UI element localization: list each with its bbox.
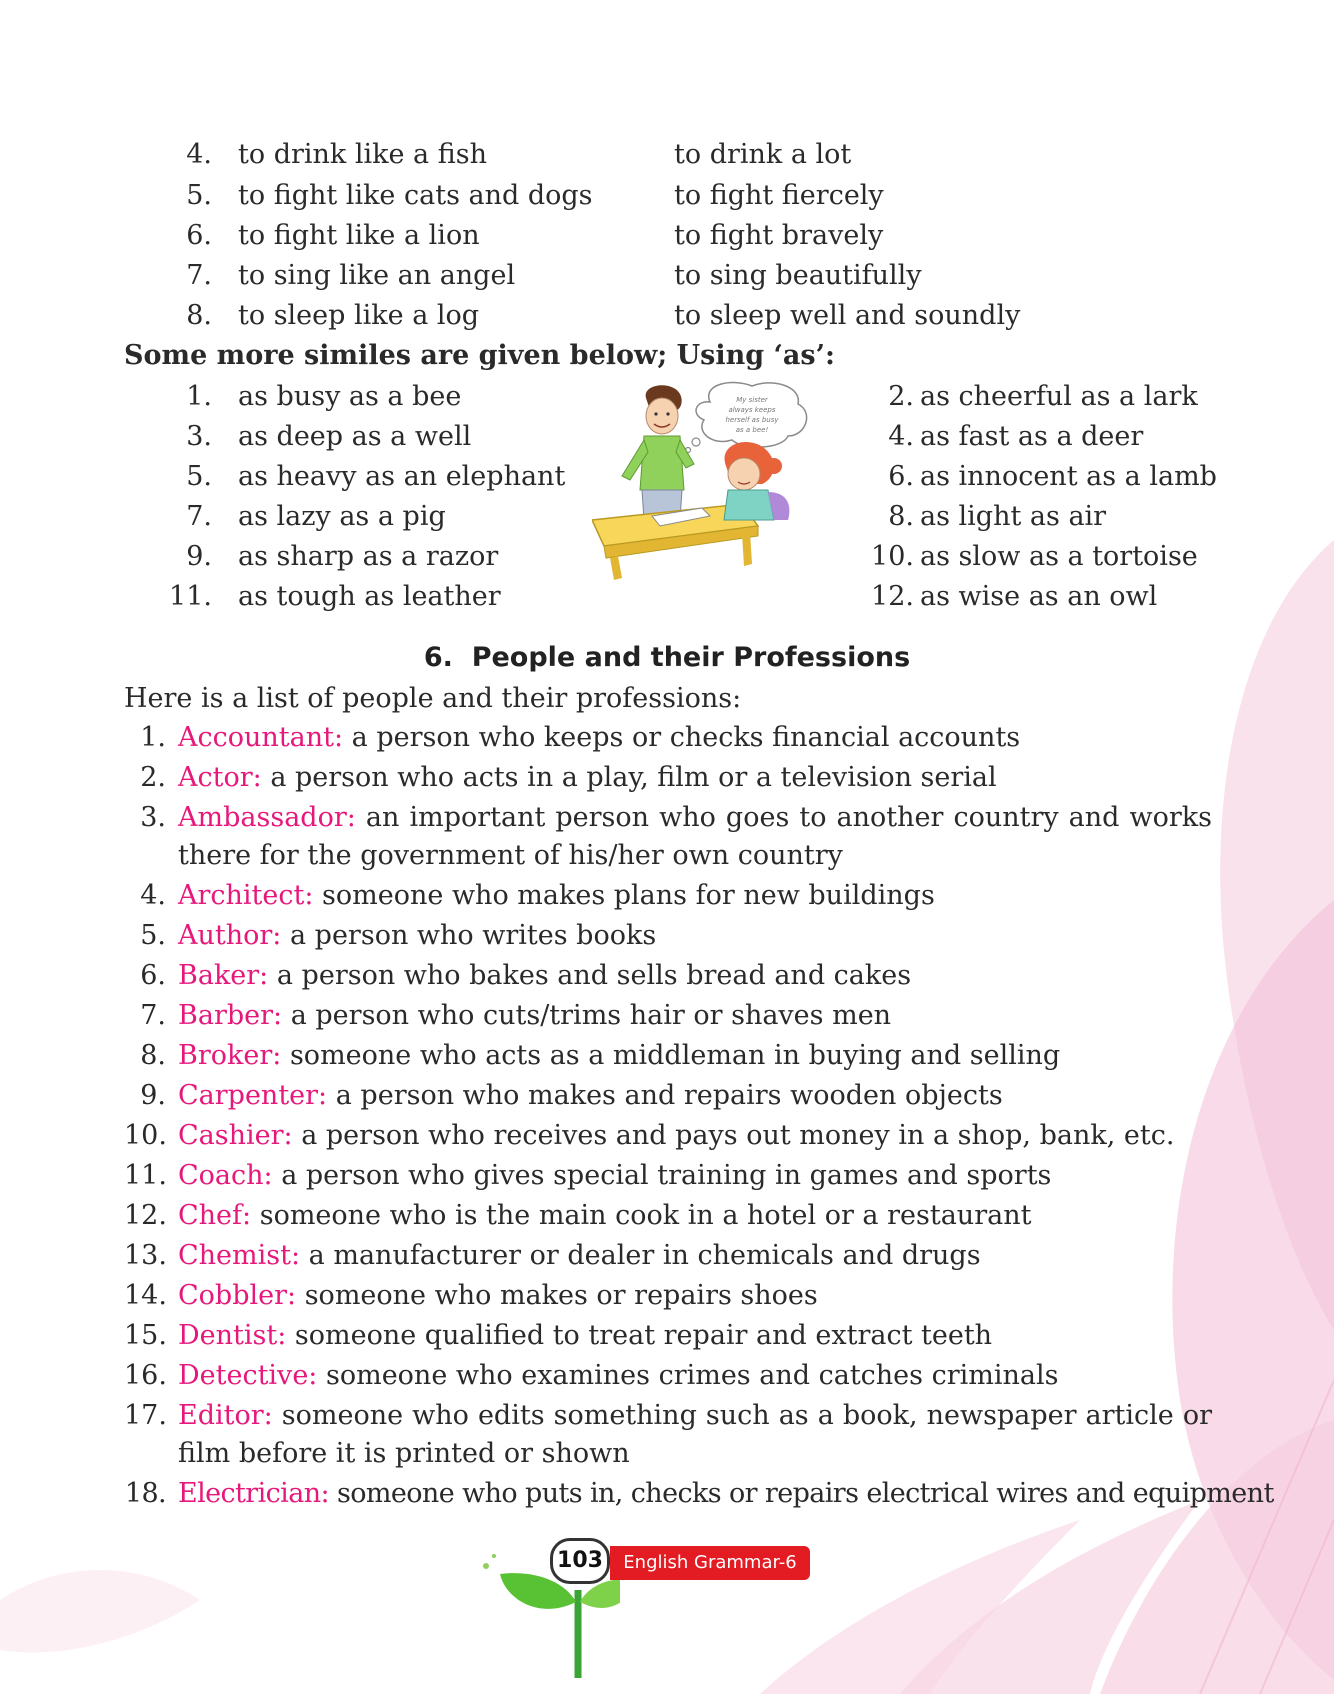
list-item: 1. as busy as a bee <box>186 381 462 412</box>
list-item: 9. as sharp as a razor <box>186 541 499 572</box>
list-item: 2. Actor: a person who acts in a play, film or a television serial <box>140 762 997 793</box>
list-item: 13. Chemist: a manufacturer or dealer in chemicals and drugs <box>124 1240 981 1271</box>
list-item: 7. Barber: a person who cuts/trims hair or shaves men <box>140 1000 892 1031</box>
list-item: 12. as wise as an owl <box>871 581 1158 612</box>
list-item: 6. to fight like a lion to fight bravely <box>186 220 884 251</box>
list-item: 5. as heavy as an elephant <box>186 461 566 492</box>
list-item: 7. to sing like an angel to sing beautifully <box>186 260 922 291</box>
list-item: 11. Coach: a person who gives special training in games and sports <box>124 1160 1052 1191</box>
list-item: 8. Broker: someone who acts as a middleman in buying and selling <box>140 1040 1061 1071</box>
list-item: 14. Cobbler: someone who makes or repairs shoes <box>124 1280 818 1311</box>
page-number: 103 <box>550 1538 610 1584</box>
list-item: 8. to sleep like a log to sleep well and soundly <box>186 300 1021 331</box>
list-item: 3. as deep as a well <box>186 421 472 452</box>
list-item: 5. Author: a person who writes books <box>140 920 657 951</box>
speech-bubble <box>686 383 807 453</box>
list-item: 1. Accountant: a person who keeps or checks financial accounts <box>140 722 1021 753</box>
illustration-children-reading <box>592 380 832 620</box>
professions-list <box>124 719 1274 1515</box>
section-title: 6. People and their Professions <box>423 642 911 673</box>
list-item: 16. Detective: someone who examines crimes and catches criminals <box>124 1360 1059 1391</box>
list-item: 5. to fight like cats and dogs to fight fiercely <box>186 180 884 211</box>
list-item: 2. as cheerful as a lark <box>888 381 1198 412</box>
list-item: 4. to drink like a fish to drink a lot <box>186 139 852 170</box>
book-title-tag: English Grammar-6 <box>610 1546 810 1580</box>
list-item: 6. Baker: a person who bakes and sells bread and cakes <box>140 960 912 991</box>
list-item: 8. as light as air <box>888 501 1107 532</box>
svg-text:always keeps: always keeps <box>728 406 776 414</box>
list-item: 12. Chef: someone who is the main cook in a hotel or a restaurant <box>124 1200 1032 1231</box>
section-intro: Here is a list of people and their professions: <box>124 683 742 714</box>
list-item: 17. Editor: someone who edits something such as a book, newspaper article or film before it is printed or shown <box>124 1400 1212 1469</box>
list-item: 3. Ambassador: an important person who goes to another country and works there for the government of his/her own country <box>140 802 1212 871</box>
svg-text:My sister: My sister <box>736 396 768 404</box>
boy-figure <box>622 385 694 520</box>
list-item: 10. Cashier: a person who receives and pays out money in a shop, bank, etc. <box>124 1120 1175 1151</box>
list-item: 18. Electrician: someone who puts in, checks or repairs electrical wires and equipment <box>124 1478 1274 1509</box>
svg-text:herself as busy: herself as busy <box>725 416 779 424</box>
svg-text:as a bee!: as a bee! <box>735 426 769 434</box>
list-item: 10. as slow as a tortoise <box>871 541 1198 572</box>
page-footer <box>480 1530 840 1680</box>
list-item: 11. as tough as leather <box>169 581 501 612</box>
list-item: 6. as innocent as a lamb <box>888 461 1217 492</box>
similes-as-heading: Some more similes are given below; Using ‘as’: <box>124 340 835 371</box>
list-item: 4. Architect: someone who makes plans for new buildings <box>140 880 935 911</box>
list-item: 15. Dentist: someone qualified to treat repair and extract teeth <box>124 1320 993 1351</box>
list-item: 7. as lazy as a pig <box>186 501 446 532</box>
list-item: 9. Carpenter: a person who makes and repairs wooden objects <box>140 1080 1003 1111</box>
list-item: 4. as fast as a deer <box>888 421 1144 452</box>
